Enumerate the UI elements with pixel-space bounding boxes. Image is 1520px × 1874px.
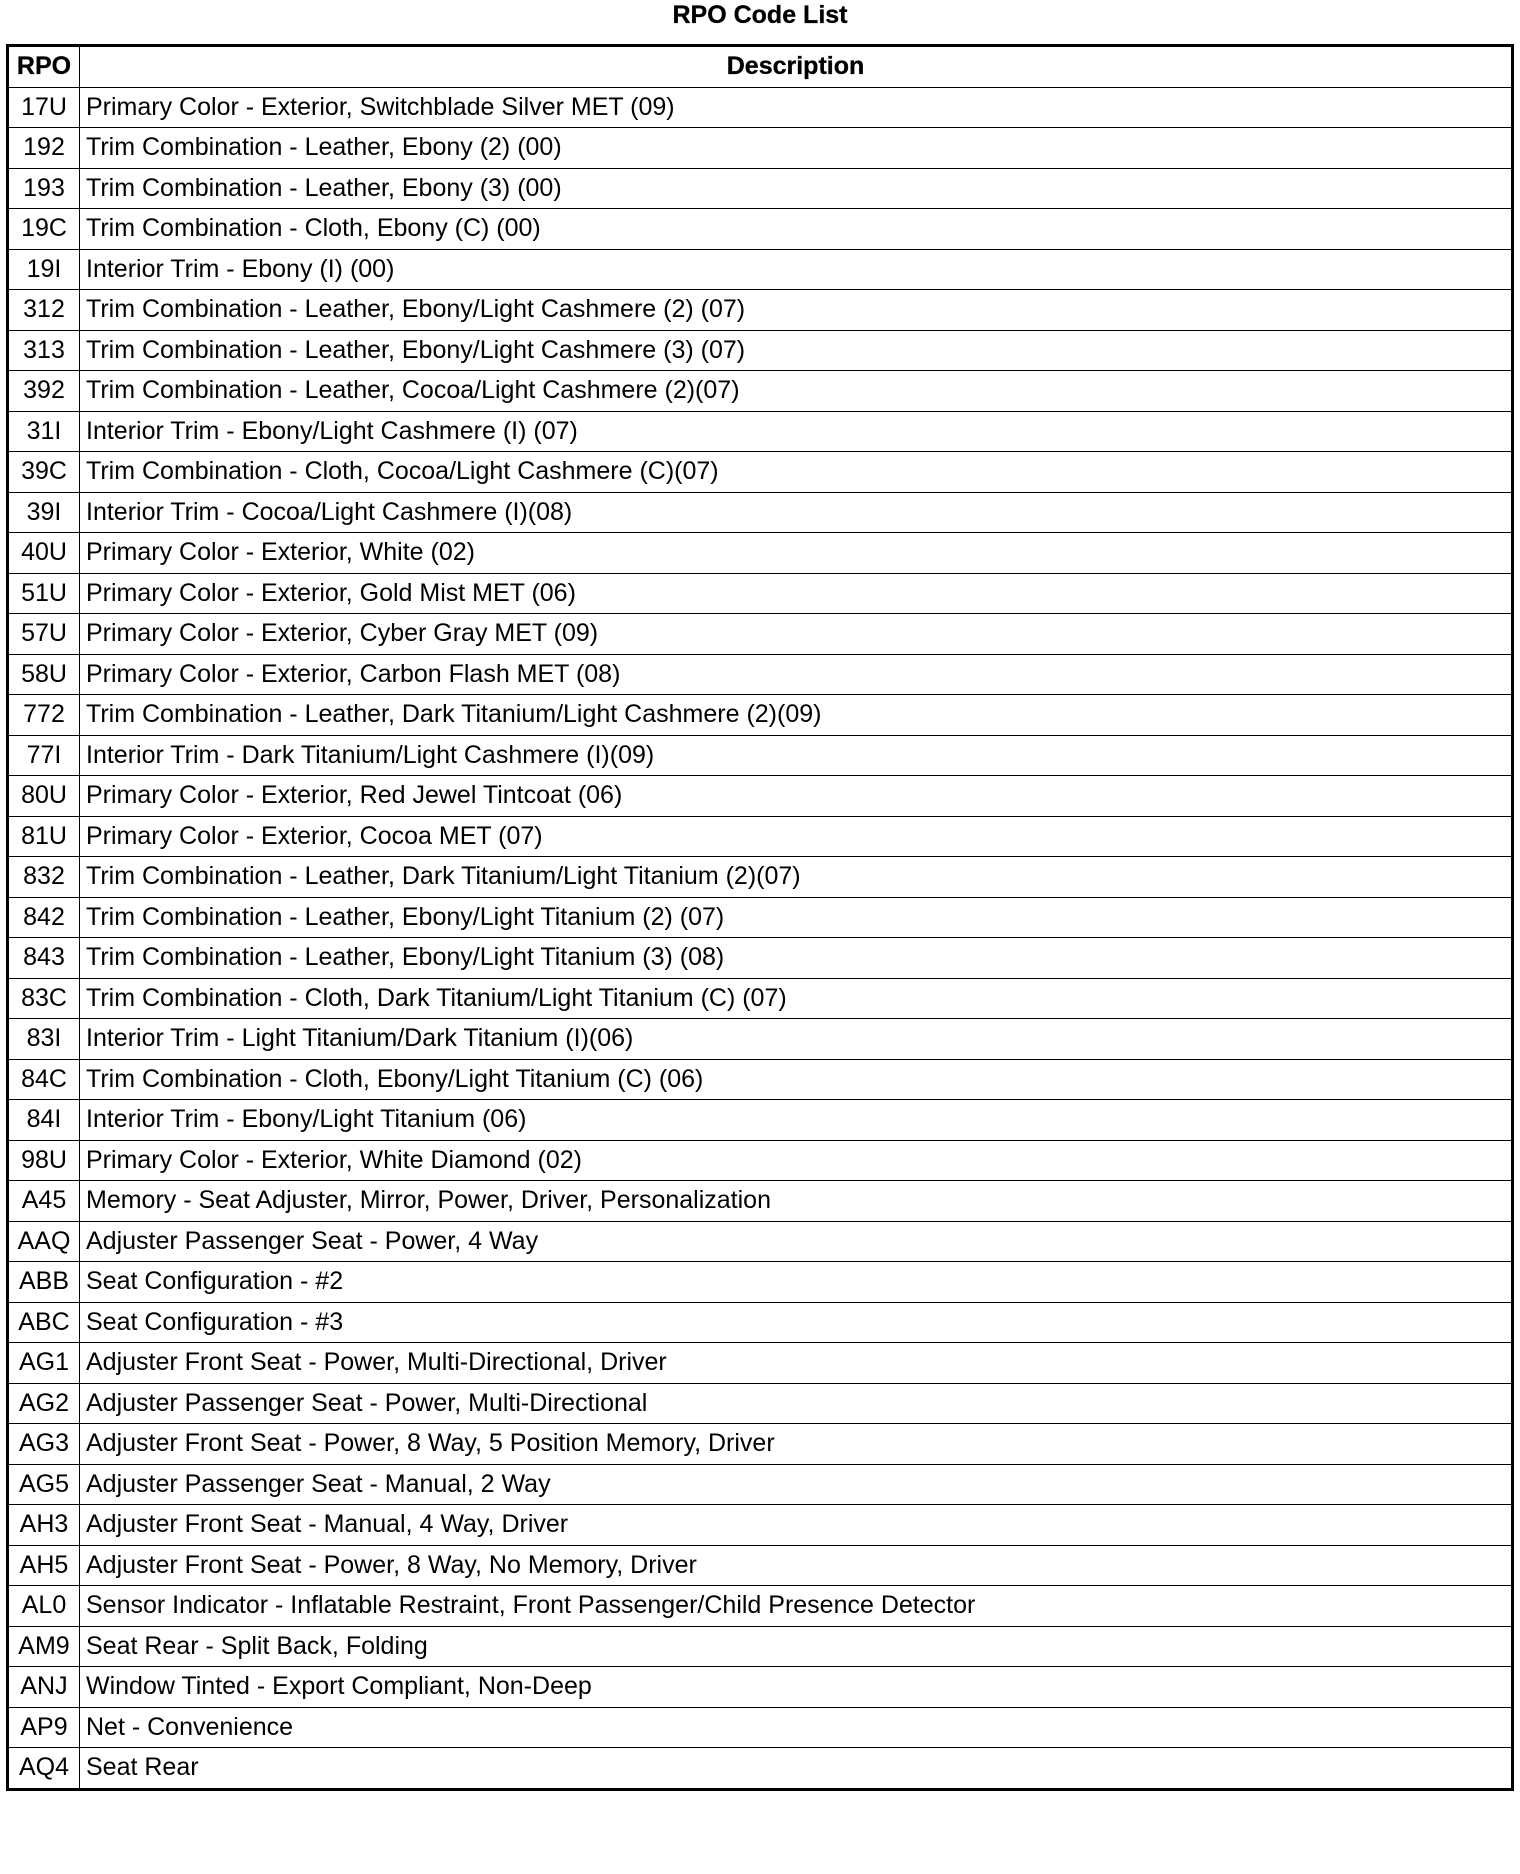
table-row: [8, 1626, 1513, 1667]
description-cell: Primary Color - Exterior, White (02): [80, 533, 1513, 574]
description-cell: Trim Combination - Leather, Ebony (3) (00): [80, 168, 1513, 209]
table-row: [8, 452, 1513, 493]
description-cell: Trim Combination - Leather, Dark Titanium/Light Cashmere (2)(09): [80, 695, 1513, 736]
table-row: [8, 1424, 1513, 1465]
table-row: [8, 492, 1513, 533]
description-cell: Trim Combination - Leather, Cocoa/Light Cashmere (2)(07): [80, 371, 1513, 412]
table-row: [8, 978, 1513, 1019]
rpo-code-cell: 843: [8, 938, 80, 979]
table-row: [8, 938, 1513, 979]
table-row: [8, 1586, 1513, 1627]
rpo-code-cell: AG2: [8, 1383, 80, 1424]
description-cell: Primary Color - Exterior, Gold Mist MET (06): [80, 573, 1513, 614]
table-row: [8, 330, 1513, 371]
rpo-code-cell: 19C: [8, 209, 80, 250]
description-cell: Trim Combination - Cloth, Cocoa/Light Cashmere (C)(07): [80, 452, 1513, 493]
rpo-code-cell: AH5: [8, 1545, 80, 1586]
page-title: RPO Code List: [672, 1, 848, 29]
rpo-code-cell: ANJ: [8, 1667, 80, 1708]
description-cell: Primary Color - Exterior, Switchblade Silver MET (09): [80, 87, 1513, 128]
table-row: [8, 290, 1513, 331]
table-row: [8, 1262, 1513, 1303]
rpo-code-cell: 17U: [8, 87, 80, 128]
rpo-code-cell: AQ4: [8, 1748, 80, 1790]
table-row: [8, 695, 1513, 736]
description-cell: Primary Color - Exterior, Cocoa MET (07): [80, 816, 1513, 857]
rpo-code-cell: 392: [8, 371, 80, 412]
rpo-code-cell: 84I: [8, 1100, 80, 1141]
description-cell: Primary Color - Exterior, White Diamond (02): [80, 1140, 1513, 1181]
column-header-description: Description: [80, 46, 1513, 88]
rpo-code-cell: 39C: [8, 452, 80, 493]
table-row: [8, 1221, 1513, 1262]
description-cell: Window Tinted - Export Compliant, Non-Deep: [80, 1667, 1513, 1708]
rpo-code-cell: ABC: [8, 1302, 80, 1343]
table-row: [8, 1545, 1513, 1586]
table-row: [8, 573, 1513, 614]
description-cell: Trim Combination - Leather, Ebony/Light Cashmere (2) (07): [80, 290, 1513, 331]
rpo-code-cell: 842: [8, 897, 80, 938]
rpo-code-cell: 83C: [8, 978, 80, 1019]
rpo-code-cell: AG3: [8, 1424, 80, 1465]
rpo-code-cell: 51U: [8, 573, 80, 614]
description-cell: Net - Convenience: [80, 1707, 1513, 1748]
description-cell: Adjuster Passenger Seat - Manual, 2 Way: [80, 1464, 1513, 1505]
description-cell: Adjuster Front Seat - Manual, 4 Way, Driver: [80, 1505, 1513, 1546]
rpo-code-cell: AL0: [8, 1586, 80, 1627]
rpo-code-cell: 40U: [8, 533, 80, 574]
table-body: [8, 87, 1513, 1789]
table-row: [8, 249, 1513, 290]
rpo-code-cell: 31I: [8, 411, 80, 452]
description-cell: Memory - Seat Adjuster, Mirror, Power, Driver, Personalization: [80, 1181, 1513, 1222]
rpo-code-cell: 772: [8, 695, 80, 736]
rpo-code-table: [6, 44, 1514, 1791]
rpo-code-cell: AM9: [8, 1626, 80, 1667]
table-row: [8, 776, 1513, 817]
table-row: [8, 371, 1513, 412]
rpo-code-cell: A45: [8, 1181, 80, 1222]
rpo-code-cell: 77I: [8, 735, 80, 776]
table-row: [8, 897, 1513, 938]
description-cell: Interior Trim - Ebony/Light Cashmere (I) (07): [80, 411, 1513, 452]
description-cell: Interior Trim - Dark Titanium/Light Cashmere (I)(09): [80, 735, 1513, 776]
rpo-code-cell: 58U: [8, 654, 80, 695]
rpo-code-cell: AAQ: [8, 1221, 80, 1262]
table-row: [8, 128, 1513, 169]
table-row: [8, 735, 1513, 776]
rpo-code-cell: 832: [8, 857, 80, 898]
description-cell: Adjuster Front Seat - Power, 8 Way, No Memory, Driver: [80, 1545, 1513, 1586]
description-cell: Trim Combination - Leather, Dark Titanium/Light Titanium (2)(07): [80, 857, 1513, 898]
description-cell: Trim Combination - Leather, Ebony/Light Titanium (2) (07): [80, 897, 1513, 938]
description-cell: Adjuster Passenger Seat - Power, Multi-Directional: [80, 1383, 1513, 1424]
table-row: [8, 1505, 1513, 1546]
table-row: [8, 654, 1513, 695]
rpo-code-cell: AG1: [8, 1343, 80, 1384]
description-cell: Sensor Indicator - Inflatable Restraint, Front Passenger/Child Presence Detector: [80, 1586, 1513, 1627]
rpo-code-cell: 312: [8, 290, 80, 331]
table-row: [8, 1302, 1513, 1343]
table-row: [8, 614, 1513, 655]
table-row: [8, 533, 1513, 574]
table-row: [8, 1343, 1513, 1384]
table-row: [8, 1707, 1513, 1748]
description-cell: Trim Combination - Cloth, Ebony/Light Titanium (C) (06): [80, 1059, 1513, 1100]
description-cell: Interior Trim - Cocoa/Light Cashmere (I)(08): [80, 492, 1513, 533]
table-row: [8, 87, 1513, 128]
rpo-code-cell: 192: [8, 128, 80, 169]
rpo-code-cell: 313: [8, 330, 80, 371]
description-cell: Interior Trim - Ebony/Light Titanium (06): [80, 1100, 1513, 1141]
description-cell: Primary Color - Exterior, Carbon Flash MET (08): [80, 654, 1513, 695]
description-cell: Seat Rear - Split Back, Folding: [80, 1626, 1513, 1667]
table-row: [8, 1464, 1513, 1505]
table-row: [8, 1140, 1513, 1181]
table-row: [8, 1059, 1513, 1100]
rpo-code-cell: 193: [8, 168, 80, 209]
description-cell: Adjuster Front Seat - Power, 8 Way, 5 Position Memory, Driver: [80, 1424, 1513, 1465]
rpo-code-cell: 80U: [8, 776, 80, 817]
description-cell: Seat Configuration - #2: [80, 1262, 1513, 1303]
rpo-code-cell: 83I: [8, 1019, 80, 1060]
table-row: [8, 1383, 1513, 1424]
description-cell: Trim Combination - Leather, Ebony/Light Titanium (3) (08): [80, 938, 1513, 979]
rpo-code-cell: 84C: [8, 1059, 80, 1100]
description-cell: Trim Combination - Cloth, Dark Titanium/Light Titanium (C) (07): [80, 978, 1513, 1019]
table-row: [8, 411, 1513, 452]
description-cell: Interior Trim - Light Titanium/Dark Titanium (I)(06): [80, 1019, 1513, 1060]
table-header-row: [8, 46, 1513, 88]
description-cell: Primary Color - Exterior, Cyber Gray MET (09): [80, 614, 1513, 655]
description-cell: Seat Rear: [80, 1748, 1513, 1790]
rpo-code-cell: 98U: [8, 1140, 80, 1181]
description-cell: Adjuster Passenger Seat - Power, 4 Way: [80, 1221, 1513, 1262]
table-row: [8, 857, 1513, 898]
description-cell: Primary Color - Exterior, Red Jewel Tintcoat (06): [80, 776, 1513, 817]
description-cell: Trim Combination - Cloth, Ebony (C) (00): [80, 209, 1513, 250]
rpo-code-cell: 39I: [8, 492, 80, 533]
description-cell: Adjuster Front Seat - Power, Multi-Directional, Driver: [80, 1343, 1513, 1384]
column-header-rpo: RPO: [8, 46, 80, 88]
table-row: [8, 168, 1513, 209]
description-cell: Trim Combination - Leather, Ebony (2) (00): [80, 128, 1513, 169]
table-row: [8, 1667, 1513, 1708]
table-row: [8, 1100, 1513, 1141]
description-cell: Interior Trim - Ebony (I) (00): [80, 249, 1513, 290]
rpo-code-cell: ABB: [8, 1262, 80, 1303]
table-row: [8, 1181, 1513, 1222]
description-cell: Seat Configuration - #3: [80, 1302, 1513, 1343]
table-row: [8, 816, 1513, 857]
rpo-code-cell: AG5: [8, 1464, 80, 1505]
rpo-code-cell: AH3: [8, 1505, 80, 1546]
description-cell: Trim Combination - Leather, Ebony/Light Cashmere (3) (07): [80, 330, 1513, 371]
rpo-code-cell: 57U: [8, 614, 80, 655]
rpo-code-cell: 81U: [8, 816, 80, 857]
rpo-code-cell: AP9: [8, 1707, 80, 1748]
table-row: [8, 1748, 1513, 1790]
table-row: [8, 209, 1513, 250]
rpo-code-cell: 19I: [8, 249, 80, 290]
table-row: [8, 1019, 1513, 1060]
